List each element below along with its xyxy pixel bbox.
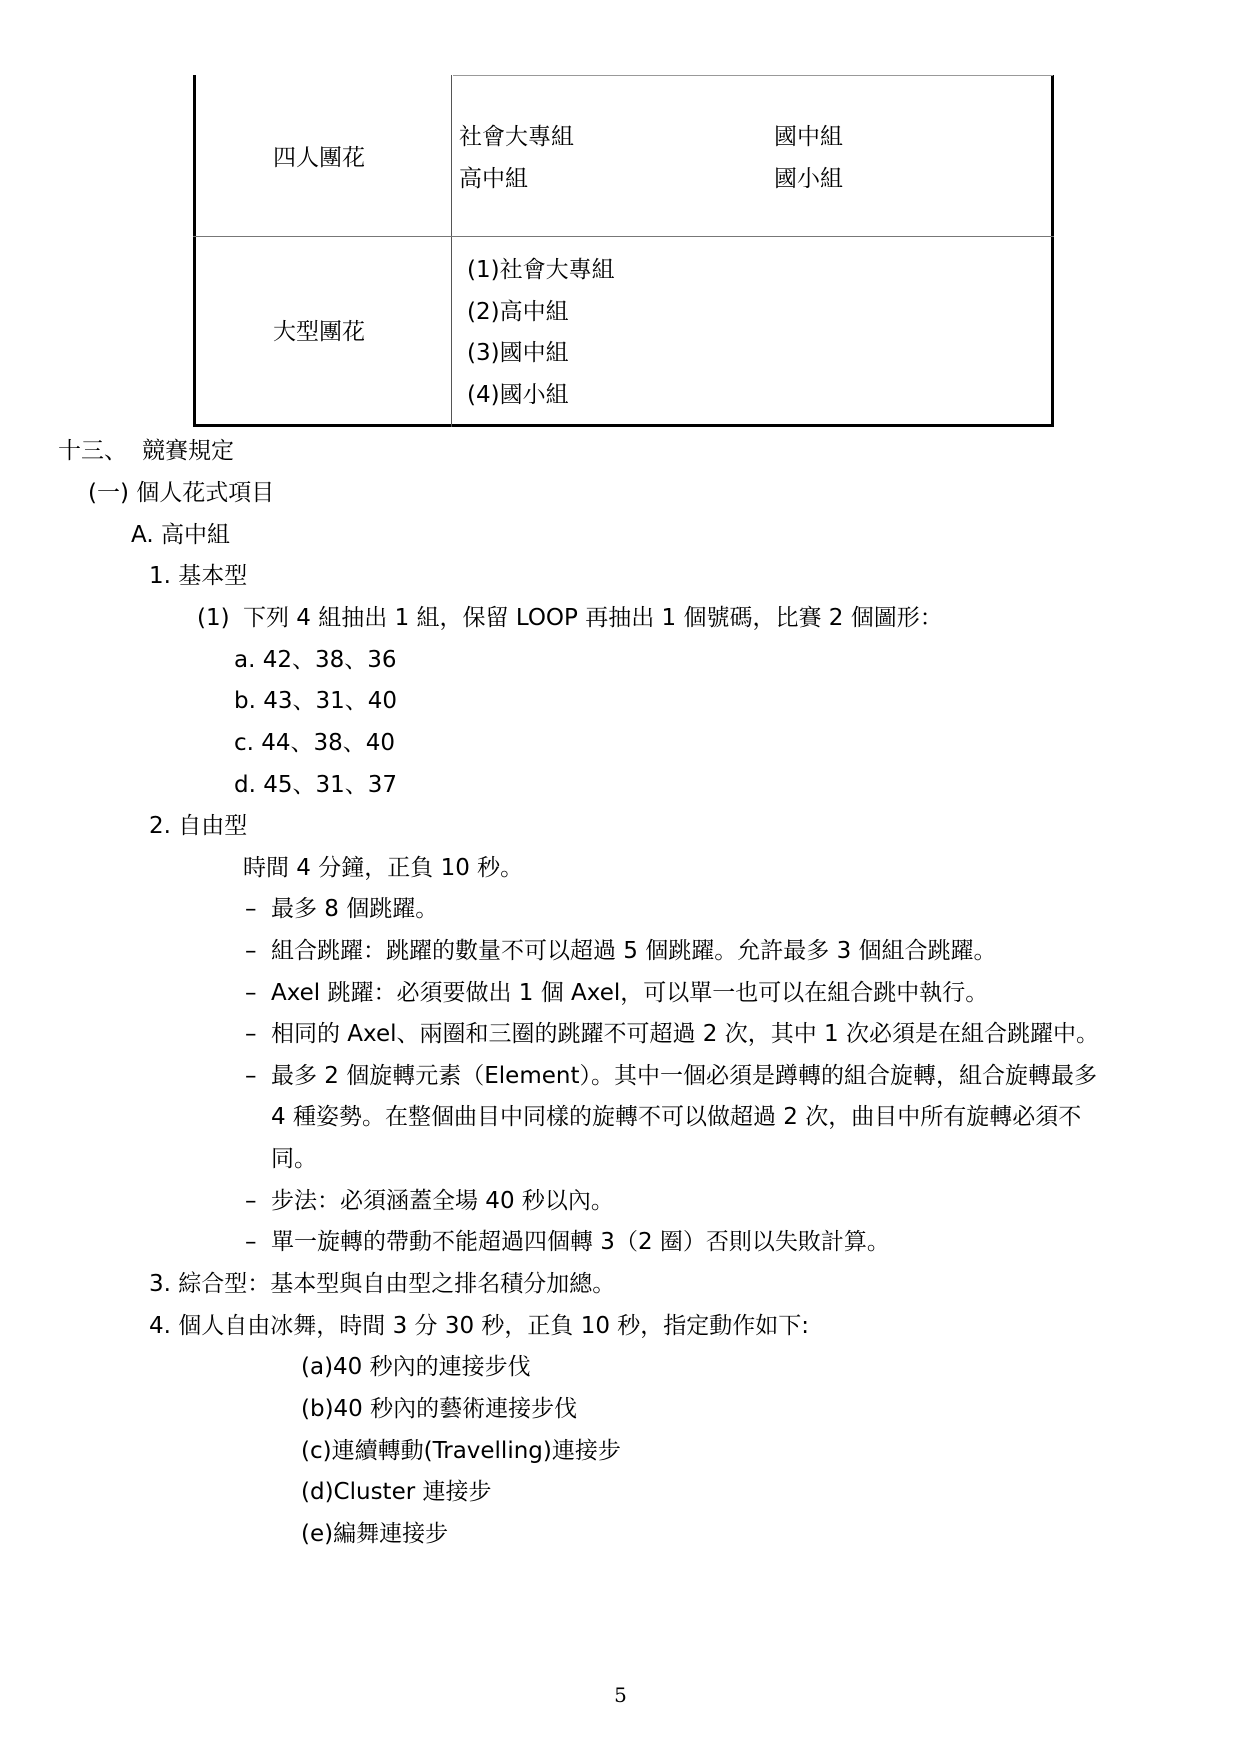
section-number: 十三、 [58, 438, 127, 464]
section-title: 競賽規定 [142, 438, 234, 464]
table-column-divider [451, 75, 452, 427]
table-row-1-group: 高中組 [459, 166, 528, 192]
table-border-left [193, 75, 196, 427]
item-ice-dance: 4. 個人自由冰舞，時間 3 分 30 秒，正負 10 秒，指定動作如下: [149, 1313, 810, 1339]
table-row-1-group: 社會大專組 [459, 124, 574, 150]
free-time: 時間 4 分鐘，正負 10 秒。 [243, 855, 524, 881]
dance-item: (a)40 秒內的連接步伐 [301, 1354, 531, 1380]
free-rule-continuation: 同。 [271, 1146, 317, 1172]
rule-text: 下列 4 組抽出 1 組，保留 LOOP 再抽出 1 個號碼，比賽 2 個圖形： [243, 605, 943, 631]
table-row-2-group: (2)高中組 [467, 299, 569, 325]
dash-bullet: – [245, 1063, 257, 1089]
table-row-2-group: (4)國小組 [467, 382, 569, 408]
dance-item: (e)編舞連接步 [301, 1521, 449, 1547]
table-row-1-category: 四人團花 [273, 145, 365, 171]
table-row-2-group: (3)國中組 [467, 340, 569, 366]
dance-item: (c)連續轉動(Travelling)連接步 [301, 1438, 621, 1464]
dance-item: (d)Cluster 連接步 [301, 1479, 492, 1505]
dash-bullet: – [245, 1188, 257, 1214]
item-free: 2. 自由型 [149, 813, 248, 839]
dash-bullet: – [245, 1021, 257, 1047]
subsection-title: (一) 個人花式項目 [88, 480, 275, 506]
free-rule: 最多 2 個旋轉元素（Element）。其中一個必須是蹲轉的組合旋轉，組合旋轉最多 [271, 1063, 1097, 1089]
table-border-top [453, 75, 1053, 76]
table-row-divider [193, 236, 1054, 237]
table-border-bottom [193, 424, 1054, 427]
table-border-right [1051, 75, 1054, 427]
option-item: b. 43、31、40 [234, 688, 398, 714]
dash-bullet: – [245, 938, 257, 964]
table-row-2-category: 大型團花 [273, 319, 365, 345]
table-row-1-group: 國小組 [774, 166, 843, 192]
table-row-1-group: 國中組 [774, 124, 843, 150]
option-item: c. 44、38、40 [234, 730, 396, 756]
table-row-2-group: (1)社會大專組 [467, 257, 615, 283]
free-rule: 最多 8 個跳躍。 [271, 896, 439, 922]
dash-bullet: – [245, 896, 257, 922]
free-rule: 步法：必須涵蓋全場 40 秒以內。 [271, 1188, 614, 1214]
group-title: A. 高中組 [131, 522, 230, 548]
item-basic: 1. 基本型 [149, 563, 248, 589]
free-rule: 相同的 Axel、兩圈和三圈的跳躍不可超過 2 次，其中 1 次必須是在組合跳躍中。 [271, 1021, 1099, 1047]
free-rule: 單一旋轉的帶動不能超過四個轉 3（2 圈）否則以失敗計算。 [271, 1229, 890, 1255]
page-number: 5 [614, 1683, 627, 1707]
free-rule-continuation: 4 種姿勢。在整個曲目中同樣的旋轉不可以做超過 2 次，曲目中所有旋轉必須不 [271, 1104, 1082, 1130]
dash-bullet: – [245, 1229, 257, 1255]
option-item: d. 45、31、37 [234, 772, 398, 798]
group-table [193, 75, 1054, 427]
free-rule: 組合跳躍：跳躍的數量不可以超過 5 個跳躍。允許最多 3 個組合跳躍。 [271, 938, 997, 964]
option-item: a. 42、38、36 [234, 647, 397, 673]
free-rule: Axel 跳躍：必須要做出 1 個 Axel，可以單一也可以在組合跳中執行。 [271, 980, 989, 1006]
rule-number: (1) [197, 605, 230, 631]
dance-item: (b)40 秒內的藝術連接步伐 [301, 1396, 578, 1422]
dash-bullet: – [245, 980, 257, 1006]
item-combined: 3. 綜合型：基本型與自由型之排名積分加總。 [149, 1271, 616, 1297]
